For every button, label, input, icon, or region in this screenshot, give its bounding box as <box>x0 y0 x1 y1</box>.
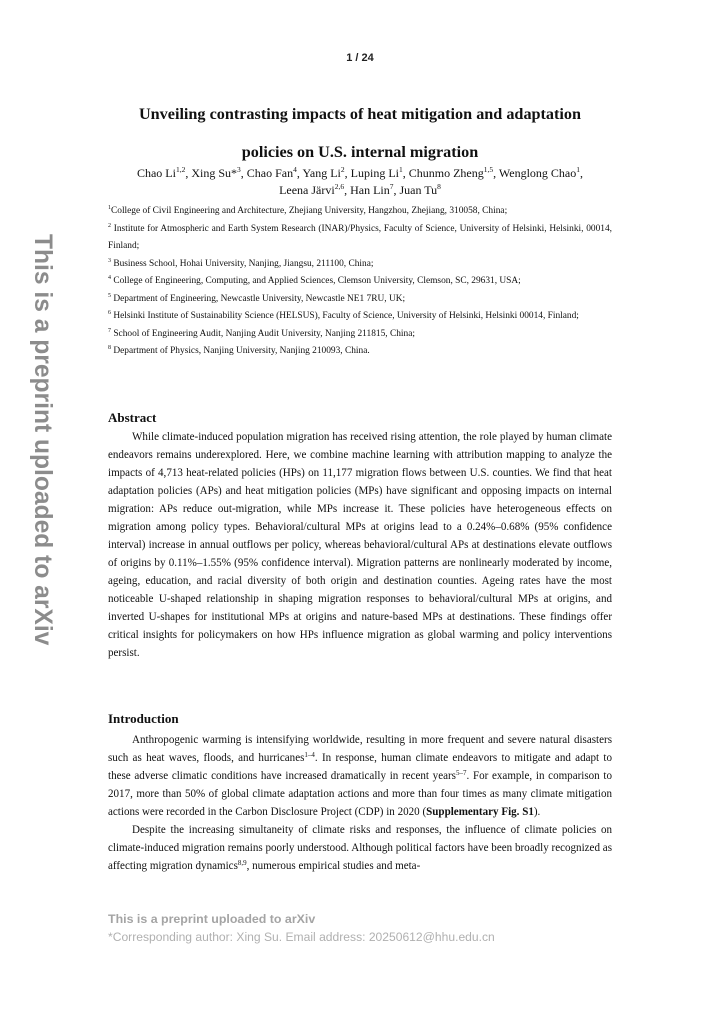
affiliation-item <box>108 343 612 361</box>
sidebar-text: This is a preprint uploaded to arXiv <box>29 234 56 646</box>
affiliation-text: College of Engineering, Computing, and Applied Sciences, Clemson University, Clemson, SC, 29631, USA; <box>111 276 521 286</box>
affiliation-text: Institute for Atmospheric and Earth System Research (INAR)/Physics, Faculty of Science, University of Helsinki, Helsinki, 00014, Finland; <box>108 223 612 251</box>
author-affiliation-mark: 1,5 <box>483 165 494 174</box>
author-affiliation-mark: 2 <box>340 165 345 174</box>
arxiv-sidebar-stamp <box>23 234 61 714</box>
author-name: Juan Tu <box>399 183 438 197</box>
introduction-heading: Introduction <box>108 711 179 726</box>
author-affiliation-mark: 8 <box>437 182 441 191</box>
author-affiliation-mark: 7 <box>389 182 394 191</box>
text-run: Anthropogenic warming is intensifying worldwide, resulting in more frequent and severe natural disasters such as heat waves, floods, and hurricanes <box>108 734 612 764</box>
introduction-body <box>108 731 612 875</box>
affiliation-number: 3 <box>108 257 111 264</box>
author-separator: , <box>296 166 303 180</box>
affiliation-number: 5 <box>108 292 111 299</box>
author-name: Luping Li <box>350 166 399 180</box>
author-separator: , <box>240 166 247 180</box>
affiliation-text: College of Civil Engineering and Architecture, Zhejiang University, Hangzhou, Zhejiang, 310058, China; <box>111 206 508 216</box>
affiliation-number: 1 <box>108 205 111 211</box>
author-affiliation-mark: 2,6 <box>334 182 345 191</box>
citation-ref: 5–7 <box>455 769 467 777</box>
abstract-body <box>108 428 612 662</box>
author-name: Chao Fan <box>246 166 294 180</box>
affiliation-text: Business School, Hohai University, Nanjing, Jiangsu, 211100, China; <box>111 258 374 269</box>
intro-paragraph-2 <box>108 821 612 875</box>
footer-preprint-notice: This is a preprint uploaded to arXiv <box>108 912 316 926</box>
citation-ref: 1–4 <box>304 751 315 759</box>
affiliation-text: Department of Physics, Nanjing University, Nanjing 210093, China. <box>111 346 370 356</box>
affiliation-number: 2 <box>108 222 111 229</box>
author-affiliation-mark: 3 <box>237 165 241 174</box>
author-separator: , <box>580 166 584 180</box>
text-run: , numerous empirical studies and meta- <box>246 860 421 872</box>
title-line-1: Unveiling contrasting impacts of heat mitigation and adaptation <box>138 105 582 123</box>
text-run: ). <box>533 806 541 818</box>
author-name: Chao Li <box>136 166 176 180</box>
affiliation-item <box>108 291 612 309</box>
abstract-heading: Abstract <box>108 410 157 425</box>
paper-title <box>108 95 612 171</box>
text-run: . For example, in comparison to 2017, more than 50% of global climate adaptation actions and more than four times as many climate mitigation actions were recorded in the Carbon Disclosure Project (CDP) in 2020 ( <box>108 770 612 818</box>
author-affiliation-mark: 4 <box>293 165 297 174</box>
affiliation-item <box>108 326 612 344</box>
page-number: 1 / 24 <box>346 52 374 64</box>
abstract-paragraph: While climate-induced population migration has received rising attention, the role played by human climate endeavors remains underexplored. Here, we combine machine learning with attribution mapping to analyze the impacts of 4,713 heat-related policies (HPs) on 11,177 migration flows between U.S. counties. We find that heat adaptation policies (APs) and heat mitigation policies (MPs) have significant and opposing impacts on internal migration: APs reduce out-migration, while MPs increase it. These policies have heterogeneous effects on migration among policy types. Behavioral/cultural MPs at origins lead to a 0.24%–0.68% (95% confidence interval) increase in annual outflows per policy, whereas behavioral/cultural APs at destinations elevate outflows of origins by 0.11%–1.55% (95% confidence interval). Migration patterns are nonlinearly moderated by income, ageing, education, and racial diversity of both origin and destination counties. Ageing rates have the most noticeable U-shaped relationship in shaping migration responses to behavioral/cultural MPs at origins, and inverted U-shapes for institutional MPs at origins and nature-based MPs at destinations. These findings offer critical insights for policymakers on how HPs influence migration as global warming and policy interventions persist. <box>108 431 612 659</box>
affiliation-item <box>108 221 612 256</box>
affiliation-text: School of Engineering Audit, Nanjing Audit University, Nanjing 211815, China; <box>111 328 415 339</box>
author-separator: , <box>493 166 499 180</box>
affiliation-number: 4 <box>108 275 111 281</box>
text-run: . In response, human climate endeavors to mitigate and adapt to these adverse climatic conditions have increased dramatically in recent years <box>108 752 613 782</box>
author-list <box>108 165 612 199</box>
affiliation-number: 7 <box>108 327 111 334</box>
author-name: Leena Järvi <box>279 183 335 197</box>
title-line-2: policies on U.S. internal migration <box>241 143 479 161</box>
intro-paragraph-1 <box>108 731 612 821</box>
affiliation-item <box>108 256 612 274</box>
author-separator: , <box>393 183 400 197</box>
author-separator: , <box>344 183 351 197</box>
footer-corresponding-author: *Corresponding author: Xing Su. Email address: 20250612@hhu.edu.cn <box>108 930 495 944</box>
affiliation-number: 6 <box>108 310 111 316</box>
author-separator: , <box>185 166 192 180</box>
author-separator: , <box>344 166 351 180</box>
affiliation-text: Department of Engineering, Newcastle University, Newcastle NE1 7RU, UK; <box>111 293 406 304</box>
author-name: Wenglong Chao <box>498 166 577 180</box>
affiliation-item <box>108 203 612 221</box>
affiliation-text: Helsinki Institute of Sustainability Science (HELSUS), Faculty of Science, University of Helsinki, Helsinki 00014, Finland; <box>111 311 579 321</box>
affiliation-item <box>108 308 612 326</box>
author-name: Xing Su* <box>191 166 238 180</box>
author-affiliation-mark: 1 <box>576 165 581 174</box>
author-name: Yang Li <box>302 166 341 180</box>
author-separator: , <box>402 166 409 180</box>
affiliation-number: 8 <box>108 345 111 351</box>
author-name: Chunmo Zheng <box>408 166 484 180</box>
text-run: Despite the increasing simultaneity of climate risks and responses, the influence of climate policies on climate-induced migration remains poorly understood. Although political factors have been broadly recognized as affecting migration dynamics <box>108 824 612 872</box>
author-affiliation-mark: 1 <box>398 165 403 174</box>
figure-ref: Supplementary Fig. S1 <box>426 806 534 818</box>
author-name: Han Lin <box>350 183 390 197</box>
citation-ref: 8,9 <box>237 859 247 867</box>
affiliation-list <box>108 203 612 361</box>
affiliation-item <box>108 273 612 291</box>
author-affiliation-mark: 1,2 <box>175 165 186 174</box>
